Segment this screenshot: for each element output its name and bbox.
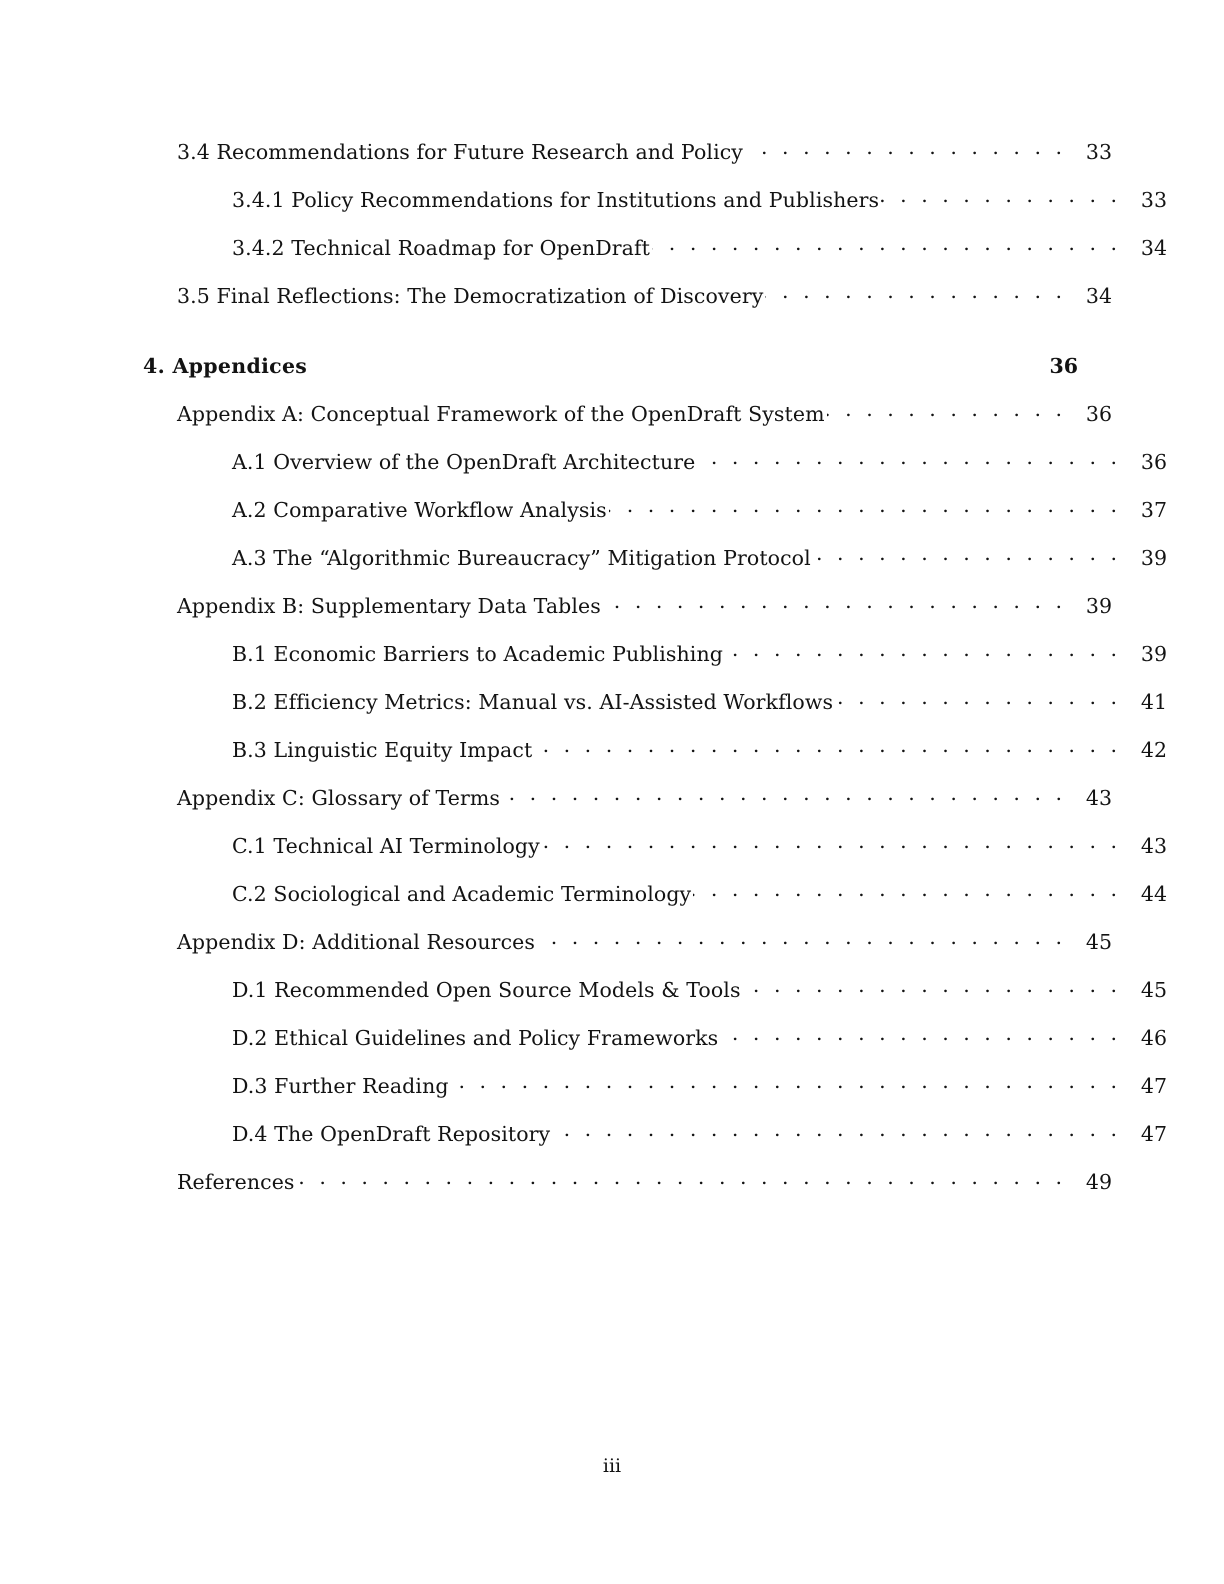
- toc-entry-page-number: 45: [1140, 977, 1167, 1002]
- toc-entry-title: 3.4.1 Policy Recommendations for Institutions and Publishers: [232, 187, 880, 212]
- toc-entry-page-number: 36: [1085, 401, 1112, 426]
- toc-entry-title: D.4 The OpenDraft Repository: [232, 1121, 551, 1146]
- dot-leader: [542, 832, 1121, 853]
- dot-leader: [720, 1024, 1121, 1045]
- toc-entry-page-number: 43: [1085, 785, 1112, 810]
- toc-entry-title: 3.4 Recommendations for Future Research and Policy: [177, 139, 743, 164]
- toc-entry-page-number: 42: [1140, 737, 1167, 762]
- toc-entry-section[interactable]: [143, 282, 1112, 330]
- toc-entry-title: Appendix D: Additional Resources: [177, 929, 536, 954]
- toc-entry-title: D.1 Recommended Open Source Models & Tools: [232, 977, 741, 1002]
- dot-leader: [603, 592, 1066, 613]
- toc-entry-page-number: 47: [1140, 1121, 1167, 1146]
- toc-entry-sub[interactable]: [143, 1120, 1167, 1168]
- toc-entry-page-number: 36: [1049, 353, 1078, 378]
- dot-leader: [609, 496, 1121, 517]
- toc-entry-sub[interactable]: [143, 544, 1167, 592]
- toc-entry-page-number: 39: [1140, 641, 1167, 666]
- dot-leader: [827, 400, 1066, 421]
- dot-leader: [309, 352, 1032, 373]
- toc-entry-title: D.3 Further Reading: [232, 1073, 449, 1098]
- toc-entry-section[interactable]: [143, 138, 1112, 186]
- toc-entry-title: A.1 Overview of the OpenDraft Architecture: [232, 449, 696, 474]
- toc-entry-page-number: 33: [1140, 187, 1167, 212]
- toc-entry-sub[interactable]: [143, 448, 1167, 496]
- dot-leader: [552, 1120, 1121, 1141]
- toc-entry-sub[interactable]: [143, 832, 1167, 880]
- dot-leader: [534, 736, 1121, 757]
- dot-leader: [451, 1072, 1121, 1093]
- dot-leader: [697, 448, 1121, 469]
- toc-entry-page-number: 47: [1140, 1073, 1167, 1098]
- toc-entry-sub[interactable]: [143, 1072, 1167, 1120]
- toc-entry-sub[interactable]: [143, 1024, 1167, 1072]
- toc-entry-section[interactable]: [143, 1168, 1112, 1216]
- toc-entry-page-number: 44: [1140, 881, 1167, 906]
- toc-entry-page-number: 37: [1140, 497, 1167, 522]
- toc-entry-title: Appendix B: Supplementary Data Tables: [177, 593, 601, 618]
- toc-entry-sub[interactable]: [143, 736, 1167, 784]
- toc-entry-page-number: 43: [1140, 833, 1167, 858]
- toc-entry-title: 3.5 Final Reflections: The Democratization of Discovery: [177, 283, 764, 308]
- dot-leader: [745, 138, 1066, 159]
- toc-entry-page-number: 41: [1140, 689, 1167, 714]
- dot-leader: [765, 282, 1066, 303]
- dot-leader: [835, 688, 1121, 709]
- dot-leader: [502, 784, 1066, 805]
- toc-entry-title: 4. Appendices: [143, 353, 308, 378]
- toc-entry-section[interactable]: [143, 592, 1112, 640]
- dot-leader: [297, 1168, 1066, 1189]
- toc-entry-title: C.1 Technical AI Terminology: [232, 833, 540, 858]
- dot-leader: [743, 976, 1121, 997]
- toc-entry-page-number: 34: [1085, 283, 1112, 308]
- toc-entry-page-number: 46: [1140, 1025, 1167, 1050]
- toc-entry-sub[interactable]: [143, 234, 1167, 282]
- toc-entry-sub[interactable]: [143, 688, 1167, 736]
- toc-entry-page-number: 34: [1140, 235, 1167, 260]
- toc-entry-title: Appendix C: Glossary of Terms: [177, 785, 501, 810]
- toc-entry-title: 3.4.2 Technical Roadmap for OpenDraft: [232, 235, 651, 260]
- page-folio: iii: [602, 1455, 622, 1477]
- dot-leader: [693, 880, 1121, 901]
- toc-entry-section[interactable]: [143, 784, 1112, 832]
- toc-entry-page-number: 39: [1140, 545, 1167, 570]
- toc-entry-chapter[interactable]: [143, 352, 1078, 400]
- toc-entry-sub[interactable]: [143, 880, 1167, 928]
- toc-entry-title: B.1 Economic Barriers to Academic Publishing: [232, 641, 723, 666]
- toc-entry-section[interactable]: [143, 400, 1112, 448]
- toc-entry-section[interactable]: [143, 928, 1112, 976]
- dot-leader: [537, 928, 1066, 949]
- toc-entry-page-number: 36: [1140, 449, 1167, 474]
- dot-leader: [813, 544, 1121, 565]
- toc-entry-page-number: 45: [1085, 929, 1112, 954]
- toc-entry-page-number: 33: [1085, 139, 1112, 164]
- toc-entry-title: A.3 The “Algorithmic Bureaucracy” Mitigation Protocol: [232, 545, 811, 570]
- dot-leader: [881, 186, 1121, 207]
- toc-entry-sub[interactable]: [143, 186, 1167, 234]
- toc-entry-title: B.3 Linguistic Equity Impact: [232, 737, 533, 762]
- table-of-contents: [143, 138, 1167, 1216]
- toc-entry-sub[interactable]: [143, 496, 1167, 544]
- dot-leader: [652, 234, 1121, 255]
- toc-entry-sub[interactable]: [143, 640, 1167, 688]
- toc-entry-title: A.2 Comparative Workflow Analysis: [232, 497, 607, 522]
- toc-entry-title: B.2 Efficiency Metrics: Manual vs. AI-Assisted Workflows: [232, 689, 834, 714]
- toc-entry-title: References: [177, 1169, 295, 1194]
- toc-entry-title: Appendix A: Conceptual Framework of the OpenDraft System: [177, 401, 825, 426]
- toc-entry-title: D.2 Ethical Guidelines and Policy Frameworks: [232, 1025, 719, 1050]
- toc-entry-page-number: 39: [1085, 593, 1112, 618]
- dot-leader: [725, 640, 1121, 661]
- toc-entry-sub[interactable]: [143, 976, 1167, 1024]
- toc-entry-page-number: 49: [1085, 1169, 1112, 1194]
- toc-entry-title: C.2 Sociological and Academic Terminology: [232, 881, 692, 906]
